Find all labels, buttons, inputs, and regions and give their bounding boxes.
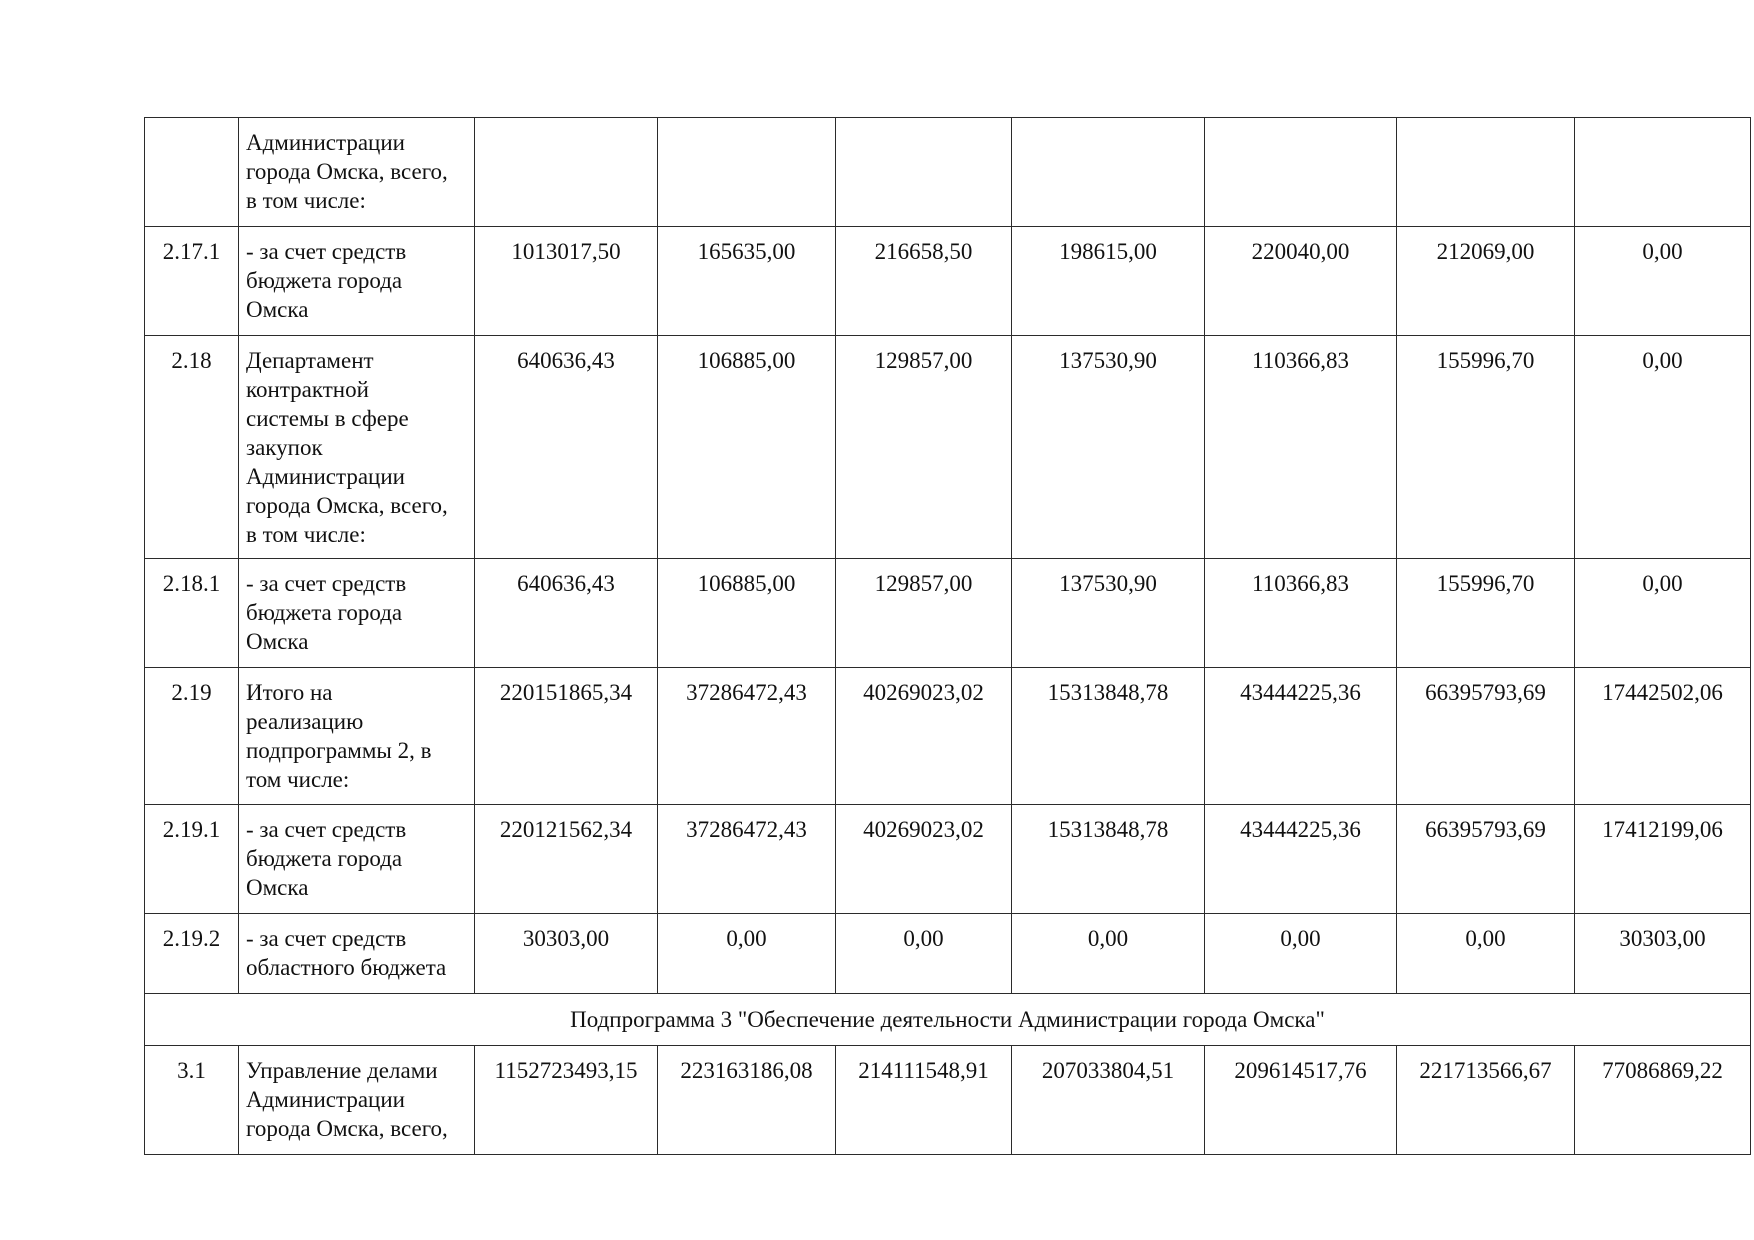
- year-value-cell: 137530,90: [1012, 336, 1205, 559]
- year-value-cell: 155996,70: [1397, 336, 1575, 559]
- table-row: [145, 668, 1751, 805]
- year-value-cell: [1397, 118, 1575, 227]
- year-value-cell: 220040,00: [1205, 227, 1397, 336]
- row-name-line: Итого на: [246, 680, 333, 705]
- year-value-cell: 30303,00: [1575, 914, 1751, 994]
- table-row: [145, 805, 1751, 914]
- row-name-line: областного бюджета: [246, 955, 447, 980]
- year-value-cell: 40269023,02: [836, 668, 1012, 805]
- row-name-line: Администрации: [246, 1087, 405, 1112]
- year-value-cell: 129857,00: [836, 336, 1012, 559]
- year-value-cell: 165635,00: [658, 227, 836, 336]
- row-name-line: Администрации: [246, 130, 405, 155]
- row-name-line: Омска: [246, 297, 309, 322]
- subprogram-title: Подпрограмма 3 "Обеспечение деятельности Администрации города Омска": [145, 994, 1751, 1046]
- row-name-line: - за счет средств: [246, 239, 407, 264]
- year-value-cell: 43444225,36: [1205, 805, 1397, 914]
- row-name-cell: [239, 336, 475, 559]
- year-value-cell: 66395793,69: [1397, 668, 1575, 805]
- row-name-cell: [239, 1046, 475, 1155]
- year-value-cell: 0,00: [1575, 559, 1751, 668]
- row-name-line: - за счет средств: [246, 571, 407, 596]
- total-value-cell: [475, 118, 658, 227]
- row-name-line: бюджета города: [246, 846, 403, 871]
- year-value-cell: [1205, 118, 1397, 227]
- table-row: [145, 336, 1751, 559]
- year-value-cell: 209614517,76: [1205, 1046, 1397, 1155]
- total-value-cell: 220151865,34: [475, 668, 658, 805]
- year-value-cell: 0,00: [1397, 914, 1575, 994]
- row-name-line: города Омска, всего,: [246, 493, 448, 518]
- row-number-cell: 2.19: [145, 668, 239, 805]
- year-value-cell: [836, 118, 1012, 227]
- year-value-cell: 214111548,91: [836, 1046, 1012, 1155]
- year-value-cell: 110366,83: [1205, 336, 1397, 559]
- year-value-cell: 155996,70: [1397, 559, 1575, 668]
- total-value-cell: 220121562,34: [475, 805, 658, 914]
- year-value-cell: 37286472,43: [658, 805, 836, 914]
- year-value-cell: 110366,83: [1205, 559, 1397, 668]
- section-header-row: [145, 994, 1751, 1046]
- year-value-cell: 17412199,06: [1575, 805, 1751, 914]
- year-value-cell: 37286472,43: [658, 668, 836, 805]
- table-body: [145, 118, 1751, 1155]
- row-name-cell: [239, 227, 475, 336]
- year-value-cell: 0,00: [1012, 914, 1205, 994]
- year-value-cell: 0,00: [836, 914, 1012, 994]
- table-row: [145, 559, 1751, 668]
- total-value-cell: 640636,43: [475, 336, 658, 559]
- row-name-cell: [239, 805, 475, 914]
- year-value-cell: 207033804,51: [1012, 1046, 1205, 1155]
- table-row: [145, 227, 1751, 336]
- row-name-line: Омска: [246, 629, 309, 654]
- budget-table: [144, 117, 1751, 1155]
- year-value-cell: 106885,00: [658, 559, 836, 668]
- year-value-cell: 66395793,69: [1397, 805, 1575, 914]
- table-row: [145, 914, 1751, 994]
- row-name-line: Департамент: [246, 348, 374, 373]
- row-number-cell: 2.17.1: [145, 227, 239, 336]
- row-number-cell: 2.18.1: [145, 559, 239, 668]
- row-name-line: Управление делами: [246, 1058, 438, 1083]
- row-number-cell: 2.19.1: [145, 805, 239, 914]
- year-value-cell: 106885,00: [658, 336, 836, 559]
- row-name-cell: [239, 559, 475, 668]
- table-row: [145, 118, 1751, 227]
- year-value-cell: 129857,00: [836, 559, 1012, 668]
- year-value-cell: 0,00: [658, 914, 836, 994]
- row-name-line: реализацию: [246, 709, 364, 734]
- row-name-line: города Омска, всего,: [246, 159, 448, 184]
- row-number-cell: 3.1: [145, 1046, 239, 1155]
- year-value-cell: 43444225,36: [1205, 668, 1397, 805]
- total-value-cell: 640636,43: [475, 559, 658, 668]
- year-value-cell: 15313848,78: [1012, 805, 1205, 914]
- row-name-cell: [239, 118, 475, 227]
- row-name-line: бюджета города: [246, 600, 403, 625]
- year-value-cell: 77086869,22: [1575, 1046, 1751, 1155]
- year-value-cell: 216658,50: [836, 227, 1012, 336]
- total-value-cell: 30303,00: [475, 914, 658, 994]
- row-name-line: бюджета города: [246, 268, 403, 293]
- row-name-line: - за счет средств: [246, 817, 407, 842]
- table-row: [145, 1046, 1751, 1155]
- year-value-cell: [1575, 118, 1751, 227]
- year-value-cell: 0,00: [1575, 227, 1751, 336]
- year-value-cell: 223163186,08: [658, 1046, 836, 1155]
- row-number-cell: 2.19.2: [145, 914, 239, 994]
- year-value-cell: 15313848,78: [1012, 668, 1205, 805]
- row-name-line: контрактной: [246, 377, 369, 402]
- row-name-cell: [239, 914, 475, 994]
- row-name-line: подпрограммы 2, в: [246, 738, 432, 763]
- row-name-line: системы в сфере: [246, 406, 409, 431]
- year-value-cell: 17442502,06: [1575, 668, 1751, 805]
- year-value-cell: 212069,00: [1397, 227, 1575, 336]
- row-name-line: закупок: [246, 435, 323, 460]
- row-number-cell: 2.18: [145, 336, 239, 559]
- year-value-cell: 40269023,02: [836, 805, 1012, 914]
- year-value-cell: [1012, 118, 1205, 227]
- year-value-cell: 0,00: [1575, 336, 1751, 559]
- row-name-line: - за счет средств: [246, 926, 407, 951]
- year-value-cell: 0,00: [1205, 914, 1397, 994]
- row-name-line: города Омска, всего,: [246, 1116, 448, 1141]
- year-value-cell: 221713566,67: [1397, 1046, 1575, 1155]
- row-number-cell: [145, 118, 239, 227]
- row-name-line: том числе:: [246, 767, 350, 792]
- year-value-cell: 198615,00: [1012, 227, 1205, 336]
- total-value-cell: 1013017,50: [475, 227, 658, 336]
- total-value-cell: 1152723493,15: [475, 1046, 658, 1155]
- row-name-cell: [239, 668, 475, 805]
- row-name-line: Администрации: [246, 464, 405, 489]
- row-name-line: в том числе:: [246, 188, 366, 213]
- year-value-cell: [658, 118, 836, 227]
- row-name-line: Омска: [246, 875, 309, 900]
- year-value-cell: 137530,90: [1012, 559, 1205, 668]
- row-name-line: в том числе:: [246, 522, 366, 547]
